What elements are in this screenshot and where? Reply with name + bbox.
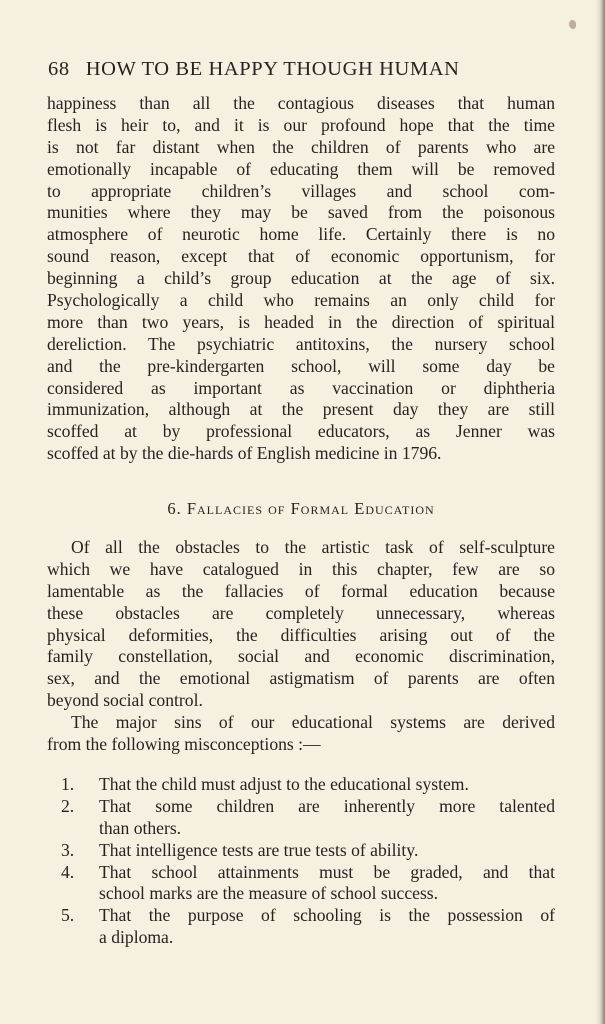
list-number: 1. [61, 774, 75, 794]
text-line: The major sins of our educational systems are derived [71, 712, 555, 733]
text-line: dereliction. The psychiatric antitoxins, the nursery school [47, 333, 555, 354]
list-text: That some children are inherently more talented [99, 795, 555, 816]
text-line: beyond social control. [47, 690, 203, 711]
text-line: Psychologically a child who remains an only child for [47, 290, 555, 311]
list-text: That school attainments must be graded, and that [99, 861, 555, 882]
running-header [48, 58, 548, 81]
text-line: family constellation, social and economic discrimination, [47, 646, 555, 667]
text-line: and the pre-kindergarten school, will some day be [47, 355, 555, 376]
text-line: physical deformities, the difficulties arising out of the [47, 624, 555, 645]
list-text: a diploma. [99, 927, 174, 948]
list-item [47, 840, 555, 862]
text-line: Of all the obstacles to the artistic task of self-sculpture [71, 537, 555, 557]
list-text: than others. [99, 817, 182, 838]
text-line: considered as important as vaccination or diphtheria [47, 377, 555, 398]
section-paragraphs [47, 537, 555, 756]
text-line: sex, and the emotional astigmatism of parents are often [47, 668, 555, 689]
text-line: sound reason, except that of economic opportunism, for [47, 246, 555, 267]
list-number: 5. [61, 905, 75, 926]
text-line: more than two years, is headed in the direction of spiritual [47, 311, 555, 332]
ink-mark [569, 20, 576, 29]
text-line: emotionally incapable of educating them will be removed [47, 158, 555, 179]
misconceptions-list [47, 774, 555, 949]
continued-paragraph [47, 93, 555, 465]
text-line: scoffed at by the die-hards of English medicine in 1796. [47, 443, 442, 464]
text-line: lamentable as the fallacies of formal education because [47, 580, 555, 601]
text-line: beginning a child’s group education at the age of six. [47, 268, 555, 289]
text-line: atmosphere of neurotic home life. Certainly there is no [47, 224, 555, 245]
text-line: these obstacles are completely unnecessary, whereas [47, 602, 555, 623]
list-text: That intelligence tests are true tests of ability. [99, 839, 419, 860]
list-number: 4. [61, 861, 75, 882]
list-item [47, 862, 555, 906]
list-text: school marks are the measure of school success. [99, 883, 439, 904]
running-title: HOW TO BE HAPPY THOUGH HUMAN [85, 58, 460, 80]
list-text: That the purpose of schooling is the possession of [99, 905, 555, 926]
text-line: happiness than all the contagious diseases that human [47, 93, 555, 113]
list-item [47, 796, 555, 840]
section-heading: 6. Fallacies of Formal Education [167, 499, 435, 518]
text-line: from the following misconceptions :— [47, 734, 321, 755]
text-line: munities where they may be saved from the poisonous [47, 202, 555, 223]
page-number: 68 [48, 58, 70, 80]
list-item [47, 905, 555, 949]
text-line: to appropriate children’s villages and school com- [47, 180, 555, 201]
text-line: immunization, although at the present day they are still [47, 399, 555, 420]
list-item [47, 774, 555, 796]
text-line: is not far distant when the children of parents who are [47, 136, 555, 157]
text-line: flesh is heir to, and it is our profound hope that the time [47, 114, 555, 135]
text-line: which we have catalogued in this chapter, few are so [47, 558, 555, 579]
list-text: That the child must adjust to the educational system. [99, 774, 469, 794]
text-line: scoffed at by professional educators, as Jenner was [47, 421, 555, 442]
list-number: 3. [61, 839, 75, 860]
list-number: 2. [61, 795, 75, 816]
